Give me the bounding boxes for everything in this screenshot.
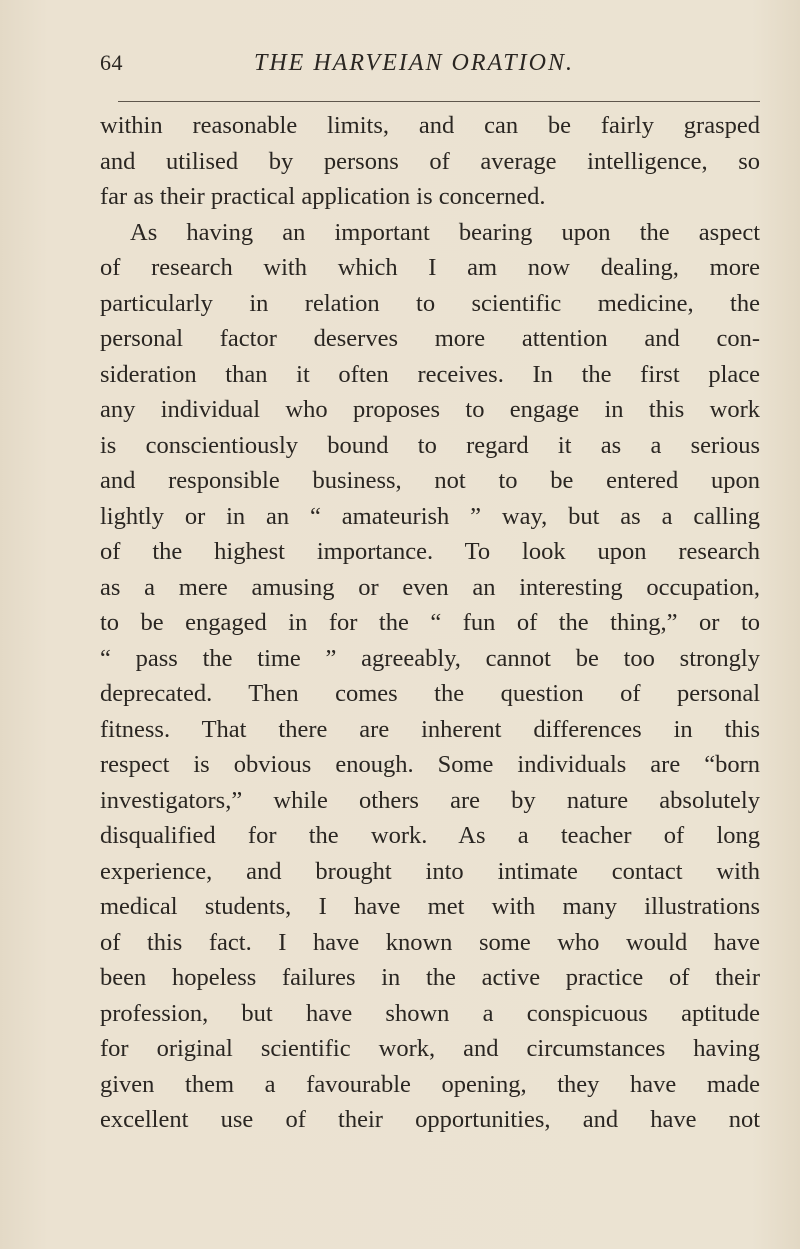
header-rule [118, 101, 760, 102]
text-line: profession, but have shown a conspicuous aptitude [100, 999, 760, 1027]
page-header [100, 50, 760, 90]
text-line: “ pass the time ” agreeably, cannot be too strongly [100, 644, 760, 672]
text-line: far as their practical application is concerned. [100, 183, 546, 210]
text-line: been hopeless failures in the active practice of their [100, 964, 760, 991]
text-line: of the highest importance. To look upon research [100, 538, 760, 565]
text-line: excellent use of their opportunities, and have not [100, 1106, 760, 1133]
text-line: and responsible business, not to be entered upon [100, 467, 760, 494]
page-number: 64 [100, 50, 123, 75]
text-line: as a mere amusing or even an interesting occupation, [100, 573, 760, 601]
text-line: and utilised by persons of average intelligence, so [100, 147, 760, 175]
text-line: to be engaged in for the “ fun of the thing,” or to [100, 609, 760, 636]
body-text [100, 108, 760, 1138]
text-line: of this fact. I have known some who would have [100, 928, 760, 956]
text-line: is conscientiously bound to regard it as a serious [100, 431, 760, 459]
text-line: lightly or in an “ amateurish ” way, but as a calling [100, 502, 760, 530]
text-line: deprecated. Then comes the question of personal [100, 680, 760, 707]
text-line: given them a favourable opening, they have made [100, 1070, 760, 1098]
text-line: disqualified for the work. As a teacher of long [100, 822, 760, 849]
text-line: medical students, I have met with many illustrations [100, 893, 760, 920]
text-line: particularly in relation to scientific medicine, the [100, 289, 760, 317]
text-line: personal factor deserves more attention and con- [100, 325, 760, 352]
text-line: within reasonable limits, and can be fairly grasped [100, 112, 760, 139]
text-line: for original scientific work, and circumstances having [100, 1035, 760, 1062]
text-line: fitness. That there are inherent differences in this [100, 715, 760, 743]
text-line: respect is obvious enough. Some individuals are “born [100, 751, 760, 778]
text-line: experience, and brought into intimate contact with [100, 857, 760, 885]
running-title: THE HARVEIAN ORATION. [254, 50, 574, 76]
text-line: any individual who proposes to engage in this work [100, 396, 760, 423]
text-line: sideration than it often receives. In the first place [100, 360, 760, 388]
text-line: of research with which I am now dealing, more [100, 254, 760, 281]
text-line: As having an important bearing upon the aspect [130, 218, 760, 246]
text-line: investigators,” while others are by nature absolutely [100, 786, 760, 814]
